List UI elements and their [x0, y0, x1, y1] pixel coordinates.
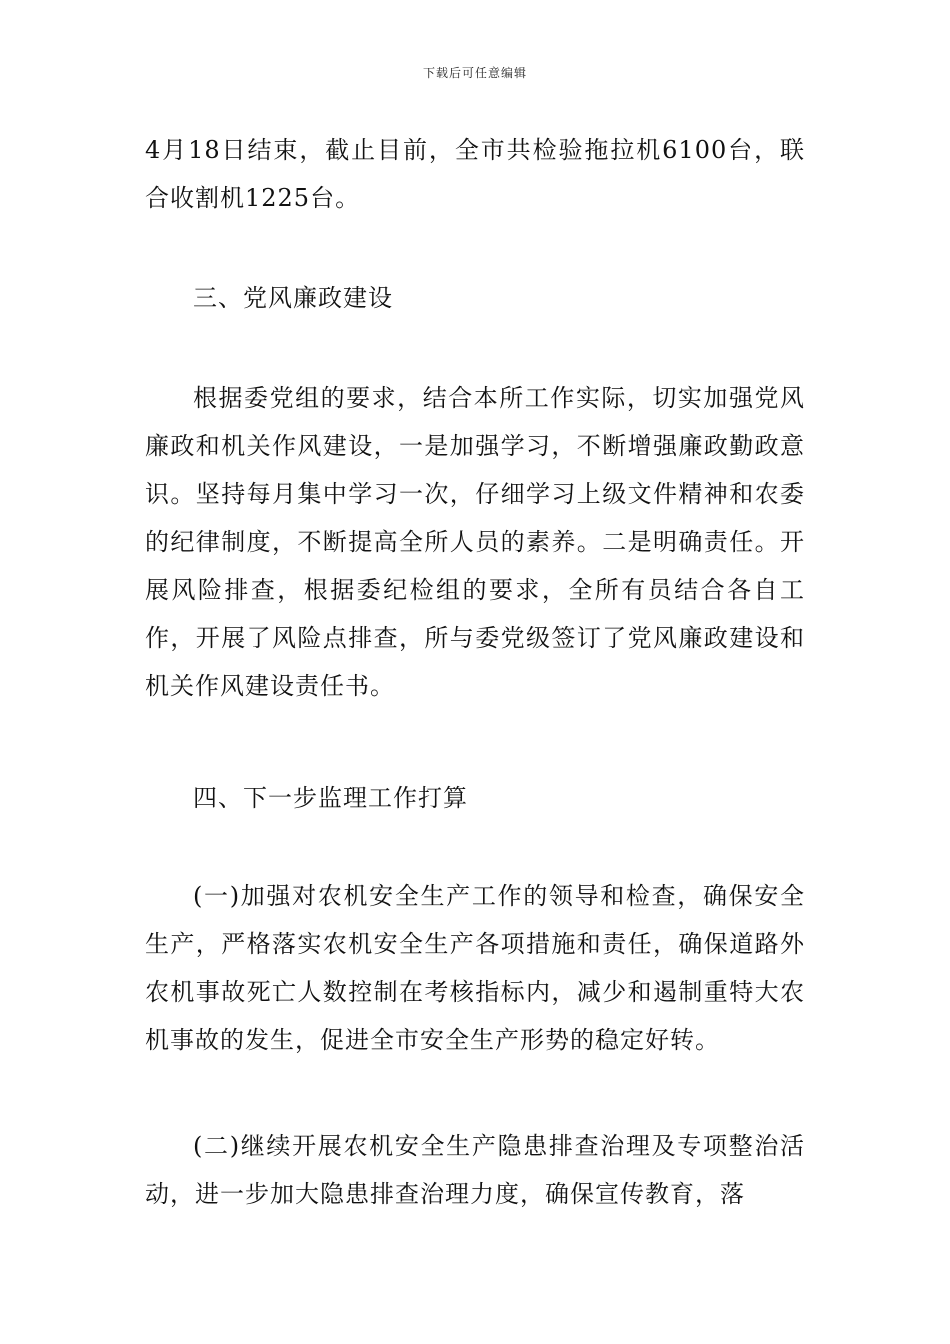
section-heading-party-integrity: 三、党风廉政建设	[193, 284, 393, 312]
paragraph-item-2: (二)继续开展农机安全生产隐患排查治理及专项整治活动，进一步加大隐患排查治理力度，确保宣传教育，落	[145, 1132, 805, 1208]
paragraph-party-integrity: 根据委党组的要求，结合本所工作实际，切实加强党风廉政和机关作风建设，一是加强学习，不断增强廉政勤政意识。坚持每月集中学习一次，仔细学习上级文件精神和农委的纪律制度，不断提高全所人员的素养。二是明确责任。开展风险排查，根据委纪检组的要求，全所有员结合各自工作，开展了风险点排查，所与委党级签订了党风廉政建设和机关作风建设责任书。	[145, 384, 805, 700]
paragraph-item-1: (一)加强对农机安全生产工作的领导和检查，确保安全生产，严格落实农机安全生产各项措施和责任，确保道路外农机事故死亡人数控制在考核指标内，减少和遏制重特大农机事故的发生，促进全市安全生产形势的稳定好转。	[145, 882, 805, 1054]
paragraph-continuation: 4月18日结束，截止目前，全市共检验拖拉机6100台，联合收割机1225台。	[145, 136, 805, 212]
page-header: 下载后可任意编辑	[422, 66, 527, 80]
section-heading-next-steps: 四、下一步监理工作打算	[193, 784, 468, 812]
